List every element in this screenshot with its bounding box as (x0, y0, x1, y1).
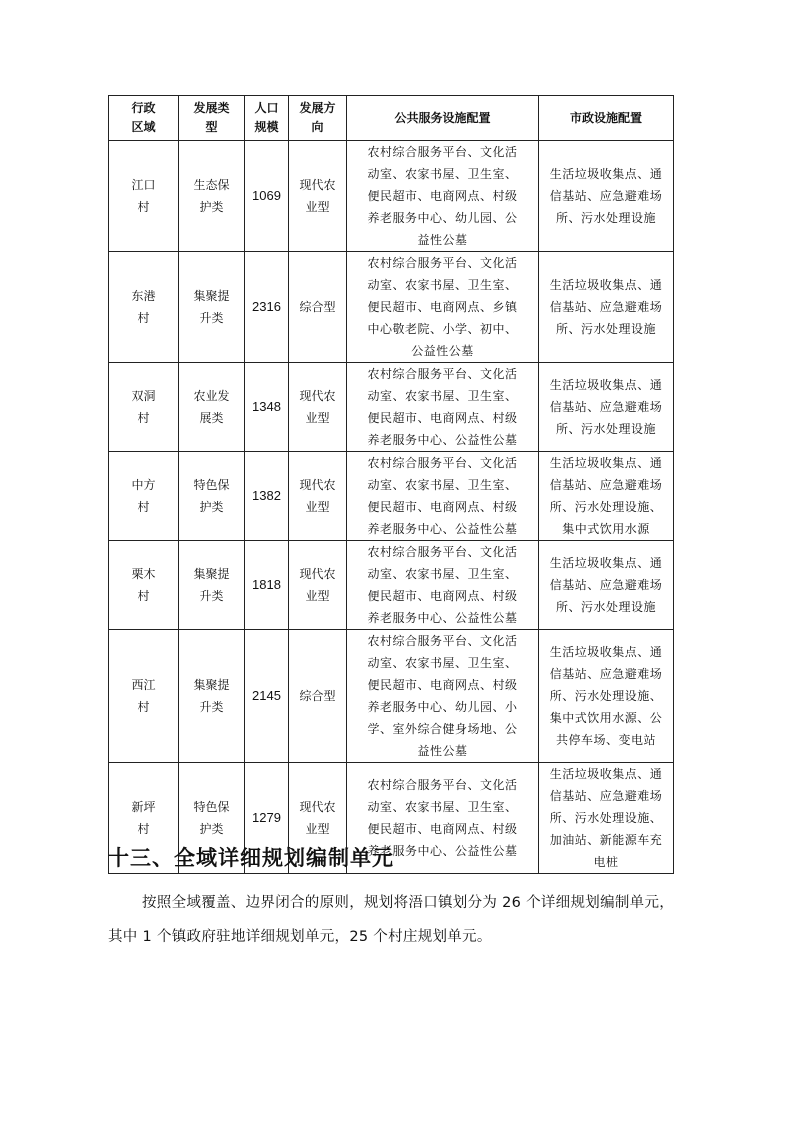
table-row (109, 452, 674, 541)
cell-dev-type: 集聚提 升类 (179, 541, 245, 630)
cell-population: 1818 (245, 541, 289, 630)
cell-direction: 综合型 (289, 252, 347, 363)
cell-direction: 现代农 业型 (289, 363, 347, 452)
village-facility-table (108, 95, 674, 874)
header-public-facilities: 公共服务设施配置 (347, 96, 539, 141)
table-row (109, 630, 674, 763)
cell-dev-type: 生态保 护类 (179, 141, 245, 252)
cell-municipal-facilities: 生活垃圾收集点、通 信基站、应急避难场 所、污水处理设施、 加油站、新能源车充 电桩 (539, 763, 674, 874)
cell-public-facilities: 农村综合服务平台、文化活 动室、农家书屋、卫生室、 便民超市、电商网点、村级 养老服务中心、幼儿园、公 益性公墓 (347, 141, 539, 252)
cell-municipal-facilities: 生活垃圾收集点、通 信基站、应急避难场 所、污水处理设施 (539, 363, 674, 452)
cell-direction: 综合型 (289, 630, 347, 763)
cell-municipal-facilities: 生活垃圾收集点、通 信基站、应急避难场 所、污水处理设施、 集中式饮用水源、公 共停车场、变电站 (539, 630, 674, 763)
header-direction: 发展方 向 (289, 96, 347, 141)
cell-region: 东港 村 (109, 252, 179, 363)
cell-municipal-facilities: 生活垃圾收集点、通 信基站、应急避难场 所、污水处理设施、 集中式饮用水源 (539, 452, 674, 541)
cell-direction: 现代农 业型 (289, 452, 347, 541)
section-heading: 十三、全域详细规划编制单元 (108, 846, 394, 870)
header-municipal-facilities: 市政设施配置 (539, 96, 674, 141)
header-population: 人口 规模 (245, 96, 289, 141)
cell-direction: 现代农 业型 (289, 141, 347, 252)
cell-public-facilities: 农村综合服务平台、文化活 动室、农家书屋、卫生室、 便民超市、电商网点、村级 养老服务中心、公益性公墓 (347, 363, 539, 452)
cell-population: 1382 (245, 452, 289, 541)
table-row (109, 252, 674, 363)
cell-region: 双洞 村 (109, 363, 179, 452)
cell-population: 2145 (245, 630, 289, 763)
cell-direction: 现代农 业型 (289, 763, 347, 874)
cell-dev-type: 集聚提 升类 (179, 630, 245, 763)
cell-dev-type: 特色保 护类 (179, 452, 245, 541)
cell-direction: 现代农 业型 (289, 541, 347, 630)
table-header-row (109, 96, 674, 141)
cell-population: 1279 (245, 763, 289, 874)
table-row (109, 363, 674, 452)
cell-public-facilities: 农村综合服务平台、文化活 动室、农家书屋、卫生室、 便民超市、电商网点、村级 养老服务中心、公益性公墓 (347, 452, 539, 541)
cell-public-facilities: 农村综合服务平台、文化活 动室、农家书屋、卫生室、 便民超市、电商网点、村级 养老服务中心、公益性公墓 (347, 763, 539, 874)
cell-public-facilities: 农村综合服务平台、文化活 动室、农家书屋、卫生室、 便民超市、电商网点、村级 养老服务中心、公益性公墓 (347, 541, 539, 630)
header-dev-type: 发展类 型 (179, 96, 245, 141)
cell-region: 西江 村 (109, 630, 179, 763)
cell-public-facilities: 农村综合服务平台、文化活 动室、农家书屋、卫生室、 便民超市、电商网点、村级 养老服务中心、幼儿园、小 学、室外综合健身场地、公 益性公墓 (347, 630, 539, 763)
cell-municipal-facilities: 生活垃圾收集点、通 信基站、应急避难场 所、污水处理设施 (539, 541, 674, 630)
cell-municipal-facilities: 生活垃圾收集点、通 信基站、应急避难场 所、污水处理设施 (539, 252, 674, 363)
cell-region: 江口 村 (109, 141, 179, 252)
cell-dev-type: 特色保 护类 (179, 763, 245, 874)
cell-municipal-facilities: 生活垃圾收集点、通 信基站、应急避难场 所、污水处理设施 (539, 141, 674, 252)
header-region: 行政 区域 (109, 96, 179, 141)
cell-population: 1348 (245, 363, 289, 452)
cell-region: 新坪 村 (109, 763, 179, 874)
table-row (109, 141, 674, 252)
table-row (109, 541, 674, 630)
cell-region: 栗木 村 (109, 541, 179, 630)
cell-dev-type: 集聚提 升类 (179, 252, 245, 363)
cell-population: 1069 (245, 141, 289, 252)
cell-dev-type: 农业发 展类 (179, 363, 245, 452)
cell-population: 2316 (245, 252, 289, 363)
cell-public-facilities: 农村综合服务平台、文化活 动室、农家书屋、卫生室、 便民超市、电商网点、乡镇 中心敬老院、小学、初中、 公益性公墓 (347, 252, 539, 363)
section-paragraph: 按照全域覆盖、边界闭合的原则，规划将浯口镇划分为 26 个详细规划编制单元，其中 1 个镇政府驻地详细规划单元，25 个村庄规划单元。 (108, 895, 675, 945)
cell-region: 中方 村 (109, 452, 179, 541)
